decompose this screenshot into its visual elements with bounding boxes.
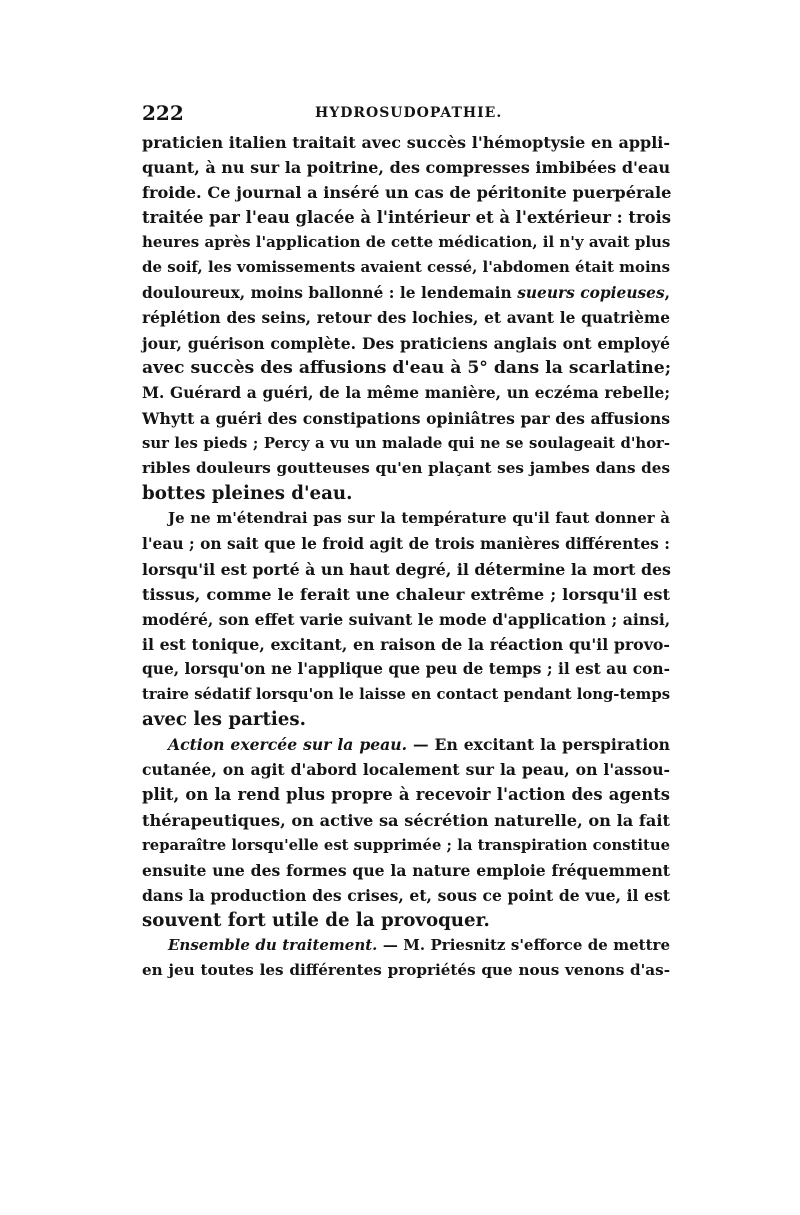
text-run: froide. Ce journal a inséré un cas de péritonite puerpérale	[142, 183, 672, 203]
text-line	[142, 933, 670, 958]
text-run: douloureux, moins ballonné : le lendemain	[142, 283, 518, 302]
text-line	[142, 180, 670, 205]
text-run: traitée par l'eau glacée à l'intérieur et à l'extérieur : trois	[142, 208, 672, 228]
text-line	[142, 506, 670, 531]
text-run: jour, guérison complète. Des praticiens anglais ont employé	[142, 333, 670, 353]
text-run: ribles douleurs goutteuses qu'en plaçant ses jambes dans des	[142, 459, 670, 478]
running-head: HYDROSUDOPATHIE.	[315, 105, 503, 121]
text-run: heures après l'application de cette médication, il n'y avait plus	[142, 233, 671, 252]
text-line	[142, 757, 670, 782]
text-run: dans la production des crises, et, sous ce point de vue, il est	[142, 885, 670, 905]
text-line	[142, 808, 670, 833]
text-line	[142, 908, 670, 933]
text-run: cutanée, on agit d'abord localement sur la peau, on l'assou-	[142, 760, 670, 780]
text-line	[142, 657, 670, 682]
text-run: réplétion des seins, retour des lochies, et avant le quatrième	[142, 308, 670, 327]
text-line	[142, 632, 670, 657]
text-line	[142, 582, 670, 607]
text-line	[142, 557, 670, 582]
text-run: que, lorsqu'on ne l'applique que peu de temps ; il est au con-	[142, 659, 670, 678]
text-run: reparaître lorsqu'elle est supprimée ; la transpiration constitue	[142, 836, 670, 854]
text-run: l'eau ; on sait que le froid agit de trois manières différentes :	[142, 534, 670, 553]
text-line	[142, 406, 670, 431]
text-line	[142, 356, 670, 381]
body-text	[142, 130, 670, 983]
text-run: plit, on la rend plus propre à recevoir l'action des agents	[142, 785, 670, 805]
text-run: il est tonique, excitant, en raison de la réaction qu'il provo-	[142, 634, 670, 654]
text-run: — En excitant la perspiration	[407, 735, 670, 755]
text-line	[142, 883, 670, 908]
text-run: quant, à nu sur la poitrine, des compresses imbibées d'eau	[142, 158, 671, 178]
text-run: avec les parties.	[142, 709, 306, 731]
text-line	[142, 607, 670, 632]
italic-run: Action exercée sur la peau.	[168, 735, 408, 755]
text-run: bottes pleines d'eau.	[142, 483, 353, 505]
text-line	[142, 782, 670, 807]
text-run: tissus, comme le ferait une chaleur extrême ; lorsqu'il est	[142, 584, 670, 604]
text-line	[142, 381, 670, 406]
text-run: lorsqu'il est porté à un haut degré, il détermine la mort des	[142, 559, 671, 579]
text-line	[142, 682, 670, 707]
italic-run: sueurs copieuses	[517, 283, 665, 302]
text-line	[142, 532, 670, 557]
text-run: ensuite une des formes que la nature emploie fréquemment	[142, 860, 670, 880]
text-line	[142, 431, 670, 456]
text-line	[142, 331, 670, 356]
text-run: M. Guérard a guéri, de la même manière, un eczéma rebelle;	[142, 383, 670, 402]
text-line	[142, 833, 670, 858]
text-run: avec succès des affusions d'eau à 5° dans la scarlatine;	[142, 357, 672, 378]
text-line	[142, 281, 670, 306]
text-run: Whytt a guéri des constipations opiniâtres par des affusions	[142, 409, 670, 429]
text-run: traire sédatif lorsqu'on le laisse en contact pendant long-temps	[142, 686, 671, 704]
text-run: — M. Priesnitz s'efforce de mettre	[377, 936, 670, 954]
text-line	[142, 205, 670, 230]
text-run: en jeu toutes les différentes propriétés que nous venons d'as-	[142, 961, 670, 980]
text-line	[142, 858, 670, 883]
text-run: ,	[664, 283, 670, 302]
text-line	[142, 707, 670, 732]
text-run: de soif, les vomissements avaient cessé, l'abdomen était moins	[142, 258, 671, 277]
text-run: souvent fort utile de la provoquer.	[142, 909, 490, 931]
text-line	[142, 255, 670, 280]
text-run: praticien italien traitait avec succès l'hémoptysie en appli-	[142, 133, 670, 152]
page-header	[142, 101, 682, 131]
text-line	[142, 732, 670, 757]
text-line	[142, 958, 670, 983]
italic-run: Ensemble du traitement.	[168, 936, 378, 954]
text-run: thérapeutiques, on active sa sécrétion naturelle, on la fait	[142, 810, 670, 830]
text-line	[142, 456, 670, 481]
page-number: 222	[142, 101, 184, 125]
text-run: sur les pieds ; Percy a vu un malade qui ne se soulageait d'hor-	[142, 435, 670, 453]
text-line	[142, 155, 670, 180]
text-line	[142, 306, 670, 331]
text-run: modéré, son effet varie suivant le mode d'application ; ainsi,	[142, 609, 671, 629]
text-line	[142, 130, 670, 155]
text-line	[142, 481, 670, 506]
text-line	[142, 230, 670, 255]
text-run: Je ne m'étendrai pas sur la température qu'il faut donner à	[168, 509, 670, 528]
